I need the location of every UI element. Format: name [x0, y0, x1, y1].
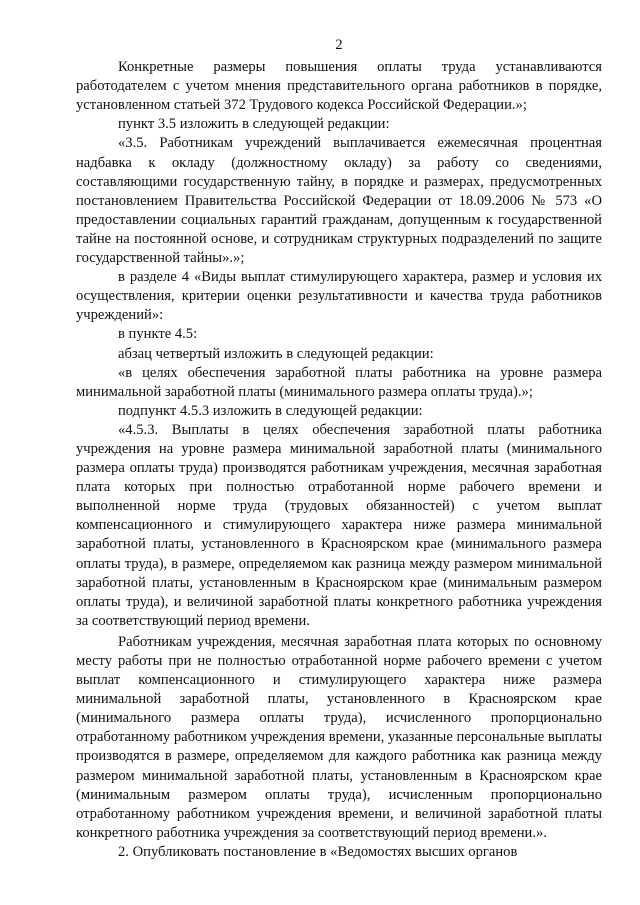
paragraph-fourth-para-intro: абзац четвертый изложить в следующей редакции:: [118, 345, 434, 362]
page-number: 2: [335, 37, 343, 53]
paragraph-pay-increase-sizes: Конкретные размеры повышения оплаты труда устанавливаются работодателем с учетом мнения представительного органа работников в порядке, установленном статьей 372 Трудового кодекса Российской Федерации.»;: [76, 59, 602, 114]
paragraph-subclause-4-5-3-text: «4.5.3. Выплаты в целях обеспечения заработной платы работника учреждения на уровне размера минимальной заработной платы (минимального размера оплаты труда) производятся работникам учреждения, месячная заработная плата которых при полностью отработанной норме рабочего времени и выполненной норме труда (трудовых обязанностей) с учетом выплат компенсационного и стимулирующего характера ниже размера минимальной заработной платы, установленного в Красноярском крае (минимального размера оплаты труда), в размере, определяемом как разница между размером минимальной заработной платы, установленным в Красноярском крае (минимальным размером оплаты труда), и величиной заработной платы конкретного работника учреждения за соответствующий период времени.: [76, 421, 602, 629]
paragraph-section-4-intro: в разделе 4 «Виды выплат стимулирующего характера, размер и условия их осуществления, критерии оценки результативности и качества труда работников учреждений»:: [76, 269, 602, 324]
paragraph-clause-3-5-text: «3.5. Работникам учреждений выплачивается ежемесячная процентная надбавка к окладу (должностному окладу) за работу со сведениями, составляющими государственную тайну, в порядке и размерах, предусмотренных постановлением Правительства Российской Федерации от 18.09.2006 № 573 «О предоставлении социальных гарантий гражданам, допущенным к государственной тайне на постоянной основе, и сотрудникам структурных подразделений по защите государственной тайны».»;: [76, 135, 602, 267]
paragraph-part-time-workers: Работникам учреждения, месячная заработная плата которых по основному месту работы при не полностью отработанной норме рабочего времени с учетом выплат компенсационного и стимулирующего характера ниже размера минимальной заработной платы, установленного в Красноярском крае (минимального размера оплаты труда), исчисленного пропорционально отработанному работником учреждения времени, указанные персональные выплаты производятся в размере, определяемом для каждого работника как разница между размером минимальной заработной платы, установленным в Красноярском крае (минимальным размером оплаты труда), исчисленным пропорционально отработанному работником учреждения времени, и величиной заработной платы конкретного работника учреждения за соответствующий период времени.».: [76, 633, 603, 841]
paragraph-subclause-4-5-3-intro: подпункт 4.5.3 изложить в следующей редакции:: [118, 402, 423, 419]
paragraph-clause-4-5-intro: в пункте 4.5:: [118, 326, 198, 343]
paragraph-fourth-para-text: «в целях обеспечения заработной платы работника на уровне размера минимальной заработной платы (минимального размера оплаты труда).»;: [76, 364, 602, 400]
paragraph-clause-3-5-intro: пункт 3.5 изложить в следующей редакции:: [118, 116, 390, 133]
paragraph-publish: 2. Опубликовать постановление в «Ведомостях высших органов: [118, 843, 518, 860]
